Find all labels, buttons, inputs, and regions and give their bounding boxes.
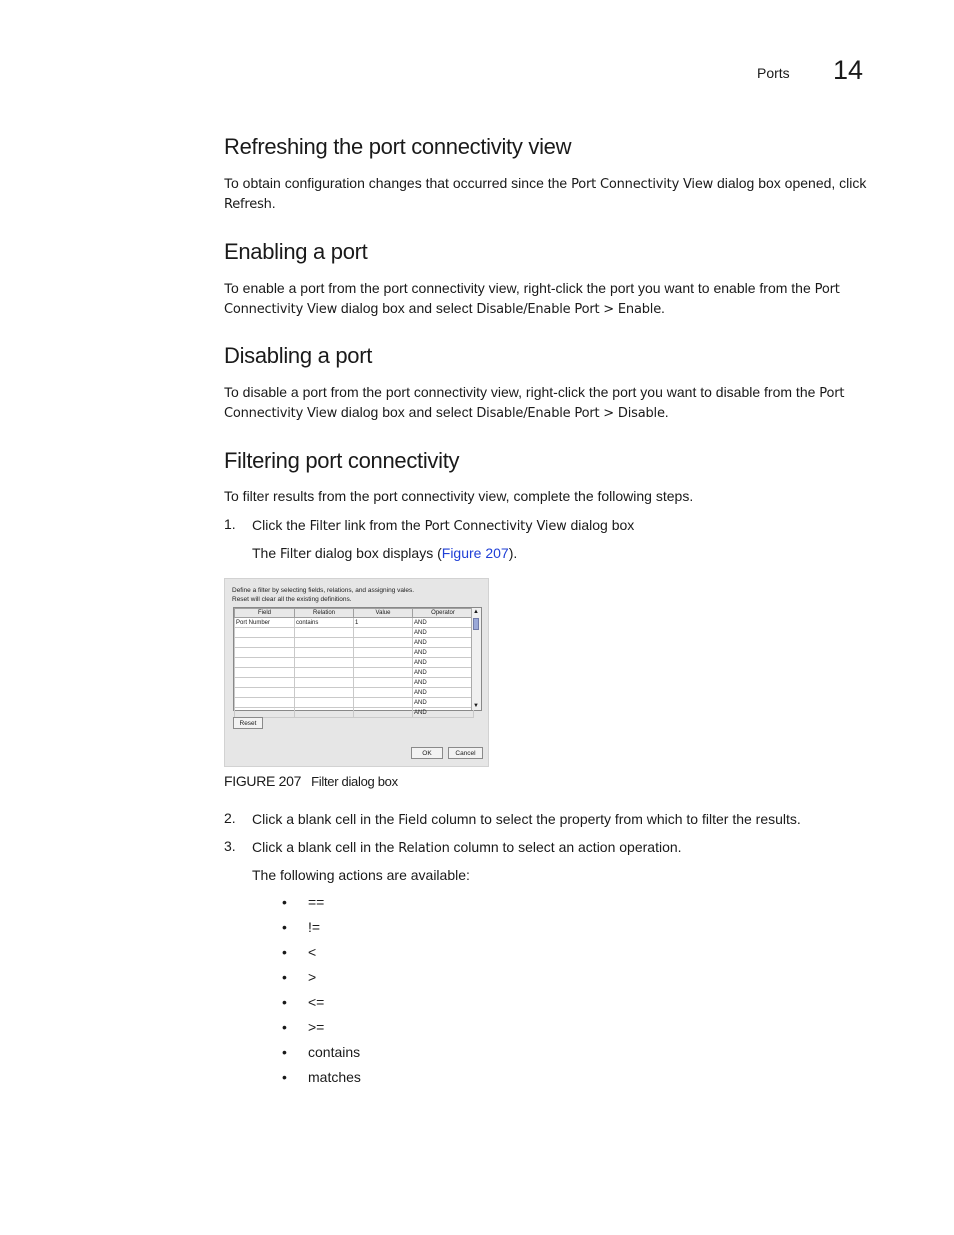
cell-field[interactable]: Port Number [235,618,295,628]
text: The [252,545,281,561]
text: dialog box displays ( [311,545,442,561]
ui-term: Disable/Enable Port > Disable [476,406,665,421]
table-row[interactable] [235,638,474,648]
action-list-item: < [308,944,317,960]
cell-field[interactable] [235,658,295,668]
dialog-instruction-line-2: Reset will clear all the existing definitions. [232,596,352,603]
table-row[interactable] [235,688,474,698]
cell-relation[interactable] [295,708,354,718]
cell-value[interactable] [354,648,413,658]
cell-relation[interactable] [295,628,354,638]
action-list-item: == [308,894,325,910]
cell-field[interactable] [235,708,295,718]
table-row[interactable] [235,668,474,678]
text: Click a blank cell in the [252,811,399,827]
cell-value[interactable] [354,678,413,688]
ui-term: Port Connectivity View [224,386,845,421]
cell-relation[interactable] [295,658,354,668]
table-row[interactable] [235,618,474,628]
action-list-item: >= [308,1019,325,1035]
step-number: 1. [224,516,236,532]
section-title-disabling: Disabling a port [224,343,373,368]
figure-caption [224,773,398,789]
cell-relation[interactable] [295,638,354,648]
cell-operator[interactable]: AND [413,648,474,658]
filter-dialog-figure [224,578,489,767]
bullet-icon: • [282,969,287,985]
text: column to select an action operation. [449,839,682,855]
table-row[interactable] [235,628,474,638]
bullet-icon: • [282,919,287,935]
cell-relation[interactable] [295,678,354,688]
bullet-icon: • [282,944,287,960]
text: . [271,195,276,211]
cancel-button[interactable]: Cancel [448,747,483,759]
ui-term: Filter [309,519,341,534]
vertical-scrollbar[interactable] [471,608,481,710]
text: dialog box and select [337,300,477,316]
text: dialog box and select [337,404,477,420]
cell-operator[interactable]: AND [413,638,474,648]
cell-field[interactable] [235,668,295,678]
paragraph-disabling [224,383,874,423]
ui-term: Port Connectivity View [224,282,840,317]
cell-value[interactable] [354,658,413,668]
filter-table-grid [234,608,474,718]
cell-operator[interactable]: AND [413,628,474,638]
ui-term: Field [398,813,428,828]
text: . [664,404,669,420]
paragraph-refreshing [224,174,874,214]
step-1-subtext [252,544,872,564]
cell-value[interactable] [354,628,413,638]
table-row[interactable] [235,648,474,658]
table-header-row [235,609,474,618]
step-1-text [252,516,872,536]
bullet-icon: • [282,894,287,910]
cell-value[interactable] [354,708,413,718]
cell-field[interactable] [235,628,295,638]
ui-term: Port Connectivity View [571,177,714,192]
dialog-instruction-line-1: Define a filter by selecting fields, relations, and assigning vales. [232,587,415,594]
column-header-relation[interactable]: Relation [295,609,354,618]
paragraph-filtering-intro: To filter results from the port connectivity view, complete the following steps. [224,488,694,504]
cell-relation[interactable]: contains [295,618,354,628]
scroll-thumb[interactable] [473,618,479,630]
bullet-icon: • [282,1069,287,1085]
cell-relation[interactable] [295,668,354,678]
running-header-section: Ports [757,65,790,81]
section-title-enabling: Enabling a port [224,239,368,264]
chapter-number: 14 [833,55,864,85]
cell-value[interactable]: 1 [354,618,413,628]
cell-field[interactable] [235,678,295,688]
action-list-item: > [308,969,317,985]
text: column to select the property from which to filter the results. [427,811,801,827]
cell-operator[interactable]: AND [413,658,474,668]
cell-field[interactable] [235,688,295,698]
action-list-item: matches [308,1069,361,1085]
text: To disable a port from the port connectivity view, right-click the port you want to disable from the [224,384,820,400]
ui-term: Relation [398,841,450,856]
scroll-down-arrow-icon[interactable]: ▼ [473,703,479,709]
column-header-field[interactable]: Field [235,609,295,618]
table-row[interactable] [235,708,474,718]
text: . [661,300,665,316]
table-row[interactable] [235,658,474,668]
section-title-refreshing: Refreshing the port connectivity view [224,134,572,159]
cell-value[interactable] [354,638,413,648]
cell-field[interactable] [235,648,295,658]
step-number: 2. [224,810,236,826]
text: dialog box opened, click [713,175,867,191]
cell-value[interactable] [354,668,413,678]
table-row[interactable] [235,698,474,708]
section-title-filtering: Filtering port connectivity [224,448,460,473]
ok-button[interactable]: OK [411,747,443,759]
ui-term: Refresh [224,197,272,212]
cell-field[interactable] [235,638,295,648]
text: To enable a port from the port connectivity view, right-click the port you want to enable from the [224,280,815,296]
cell-operator[interactable]: AND [413,698,474,708]
ui-term: Port Connectivity View [424,519,567,534]
table-row[interactable] [235,678,474,688]
text: Click the [252,517,310,533]
column-header-value[interactable]: Value [354,609,413,618]
action-list-item: contains [308,1044,361,1060]
step-2-text [252,810,892,830]
step-number: 3. [224,838,236,854]
step-3-text [252,838,892,858]
ui-term: Filter [280,547,312,562]
bullet-icon: • [282,1044,287,1060]
action-list-item: <= [308,994,325,1010]
actions-intro: The following actions are available: [252,867,470,883]
bullet-icon: • [282,994,287,1010]
reset-button[interactable]: Reset [233,717,263,729]
action-list-item: != [308,919,321,935]
figure-number: FIGURE 207 [224,773,302,789]
cell-value[interactable] [354,698,413,708]
column-header-operator[interactable]: Operator [413,609,474,618]
cell-operator[interactable]: AND [413,708,474,718]
cell-value[interactable] [354,688,413,698]
filter-table [233,607,482,716]
text: Click a blank cell in the [252,839,399,855]
text: To obtain configuration changes that occurred since the [224,175,572,191]
scroll-up-arrow-icon[interactable]: ▲ [473,609,479,615]
figure-caption-text: Filter dialog box [311,774,398,789]
ui-term: Disable/Enable Port > Enable [476,302,662,317]
cell-relation[interactable] [295,698,354,708]
paragraph-enabling [224,279,874,319]
cell-relation[interactable] [295,648,354,658]
text: ). [508,545,518,561]
text: link from the [340,517,425,533]
cell-operator[interactable]: AND [413,678,474,688]
cell-operator[interactable]: AND [413,688,474,698]
cell-operator[interactable]: AND [413,618,474,628]
cell-operator[interactable]: AND [413,668,474,678]
figure-link[interactable]: Figure 207 [441,545,509,561]
cell-relation[interactable] [295,688,354,698]
bullet-icon: • [282,1019,287,1035]
text: dialog box [566,517,635,533]
cell-field[interactable] [235,698,295,708]
